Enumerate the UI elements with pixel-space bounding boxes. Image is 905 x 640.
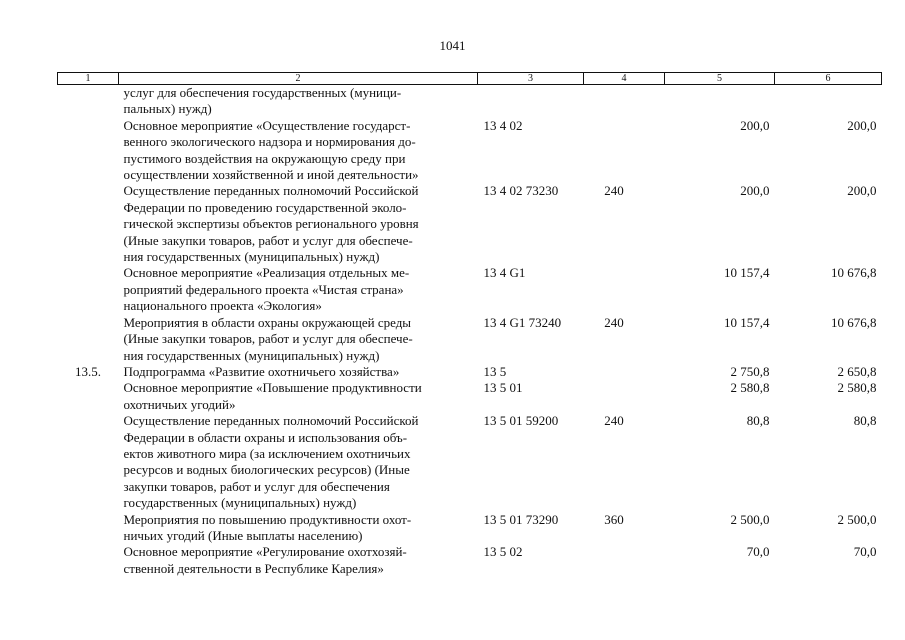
- table-row: [58, 183, 882, 265]
- row-expense-type: 240: [604, 183, 624, 199]
- row-number: [58, 85, 119, 118]
- row-name: [119, 512, 478, 545]
- row-expense-type: [584, 544, 665, 577]
- column-header: 6: [775, 73, 882, 85]
- row-name: [119, 544, 478, 577]
- row-amount-col5: 80,8: [746, 413, 770, 429]
- row-name-line: Федерации по проведению государственной эколо-: [123, 199, 407, 215]
- row-name-line: Основное мероприятие «Регулирование охотхозяй-: [123, 544, 407, 560]
- row-name-line: государственных (муниципальных) нужд): [123, 495, 357, 511]
- row-classification-code: 13 4 02: [483, 117, 523, 133]
- row-amount-col5: 10 157,4: [724, 265, 770, 281]
- row-classification-code: 13 4 G1 73240: [483, 314, 562, 330]
- row-number: [58, 512, 119, 545]
- row-name-line: Федерации в области охраны и использования объ-: [123, 429, 408, 445]
- row-expense-type: [584, 265, 665, 314]
- row-name-line: Основное мероприятие «Осуществление государст-: [123, 117, 411, 133]
- header-row: [58, 73, 882, 85]
- page-number: 1041: [439, 38, 466, 53]
- row-name-line: Осуществление переданных полномочий Российской: [123, 413, 419, 429]
- row-name-line: роприятий федерального проекта «Чистая страна»: [123, 281, 404, 297]
- table-row: [58, 118, 882, 184]
- row-name: [119, 85, 478, 118]
- row-amount-col6: 2 500,0: [837, 511, 877, 527]
- row-name-line: пальных) нужд): [123, 101, 212, 117]
- row-name-line: венного экологического надзора и нормирования до-: [123, 134, 416, 150]
- row-classification-code: [478, 85, 584, 118]
- table-row: [58, 413, 882, 511]
- row-name-line: ресурсов и водных биологических ресурсов) (Иные: [123, 462, 410, 478]
- row-expense-type: [584, 118, 665, 184]
- row-name: [119, 183, 478, 265]
- row-name-line: Осуществление переданных полномочий Российской: [123, 183, 419, 199]
- row-amount-col5: 2 750,8: [730, 363, 770, 379]
- row-name-line: пустимого воздействия на окружающую среду при: [123, 150, 406, 166]
- row-amount-col6: 80,8: [853, 413, 877, 429]
- table-row: [58, 364, 882, 380]
- row-name: [119, 265, 478, 314]
- row-name: [119, 118, 478, 184]
- table-body: [58, 85, 882, 578]
- row-classification-code: 13 5 02: [483, 544, 523, 560]
- row-name: [119, 380, 478, 413]
- row-name-line: (Иные закупки товаров, работ и услуг для обеспече-: [123, 331, 413, 347]
- row-name-line: ектов животного мира (за исключением охотничьих: [123, 445, 411, 461]
- row-amount-col5: 2 580,8: [730, 380, 770, 396]
- row-classification-code: 13 4 G1: [483, 265, 526, 281]
- row-amount-col6: 10 676,8: [831, 265, 877, 281]
- row-amount-col6: 2 580,8: [837, 380, 877, 396]
- row-amount-col5: 70,0: [746, 544, 770, 560]
- row-number: [58, 183, 119, 265]
- row-amount-col5: 200,0: [740, 117, 770, 133]
- row-expense-type: 360: [604, 511, 624, 527]
- row-name-line: ния государственных (муниципальных) нужд): [123, 347, 380, 363]
- row-name-line: ственной деятельности в Республике Карелия»: [123, 560, 384, 576]
- row-number: [58, 315, 119, 364]
- row-name-line: национального проекта «Экология»: [123, 298, 322, 314]
- row-name-line: закупки товаров, работ и услуг для обеспечения: [123, 478, 390, 494]
- row-amount-col6: 10 676,8: [831, 314, 877, 330]
- table-row: [58, 315, 882, 364]
- table-row: [58, 512, 882, 545]
- row-expense-type: [584, 364, 665, 380]
- row-number: [58, 413, 119, 511]
- budget-table: [57, 72, 882, 577]
- row-name-line: Основное мероприятие «Реализация отдельных ме-: [123, 265, 410, 281]
- row-amount-col6: 70,0: [853, 544, 877, 560]
- row-amount-col5: 200,0: [740, 183, 770, 199]
- row-expense-type: [584, 380, 665, 413]
- table-row: [58, 544, 882, 577]
- row-number: [58, 265, 119, 314]
- table-row: [58, 380, 882, 413]
- row-name: [119, 315, 478, 364]
- row-amount-col6: 200,0: [847, 117, 877, 133]
- row-name: [119, 413, 478, 511]
- row-classification-code: 13 4 02 73230: [483, 183, 559, 199]
- column-header: 1: [58, 73, 119, 85]
- row-name-line: охотничьих угодий»: [123, 396, 236, 412]
- row-name-line: гической экспертизы объектов регионального уровня: [123, 216, 419, 232]
- row-amount-col5: 10 157,4: [724, 314, 770, 330]
- row-name-line: ния государственных (муниципальных) нужд): [123, 249, 380, 265]
- row-amount-col5: [665, 85, 775, 118]
- row-classification-code: 13 5 01 59200: [483, 413, 559, 429]
- row-name-line: Мероприятия по повышению продуктивности охот-: [123, 511, 412, 527]
- row-name: [119, 364, 478, 380]
- table-row: [58, 265, 882, 314]
- row-amount-col6: [775, 85, 882, 118]
- row-amount-col6: 200,0: [847, 183, 877, 199]
- row-number: [58, 544, 119, 577]
- row-name-line: ничьих угодий (Иные выплаты населению): [123, 527, 363, 543]
- table-header: [58, 73, 882, 85]
- row-name-line: Мероприятия в области охраны окружающей среды: [123, 314, 412, 330]
- column-header: 2: [119, 73, 478, 85]
- row-name-line: Основное мероприятие «Повышение продуктивности: [123, 380, 422, 396]
- row-expense-type: [584, 85, 665, 118]
- column-header: 3: [478, 73, 584, 85]
- row-name-line: Подпрограмма «Развитие охотничьего хозяйства»: [123, 363, 400, 379]
- row-expense-type: 240: [604, 413, 624, 429]
- row-number: [58, 380, 119, 413]
- row-amount-col6: 2 650,8: [837, 363, 877, 379]
- row-amount-col5: 2 500,0: [730, 511, 770, 527]
- row-name-line: осуществлении хозяйственной и иной деятельности»: [123, 167, 419, 183]
- row-classification-code: 13 5 01: [483, 380, 523, 396]
- row-number: [58, 118, 119, 184]
- row-classification-code: 13 5: [483, 363, 507, 379]
- row-classification-code: 13 5 01 73290: [483, 511, 559, 527]
- row-expense-type: 240: [604, 314, 624, 330]
- row-name-line: услуг для обеспечения государственных (муници-: [123, 85, 402, 100]
- column-header: 4: [584, 73, 665, 85]
- row-name-line: (Иные закупки товаров, работ и услуг для обеспече-: [123, 232, 413, 248]
- table-row: [58, 85, 882, 118]
- row-number: 13.5.: [75, 363, 101, 379]
- column-header: 5: [665, 73, 775, 85]
